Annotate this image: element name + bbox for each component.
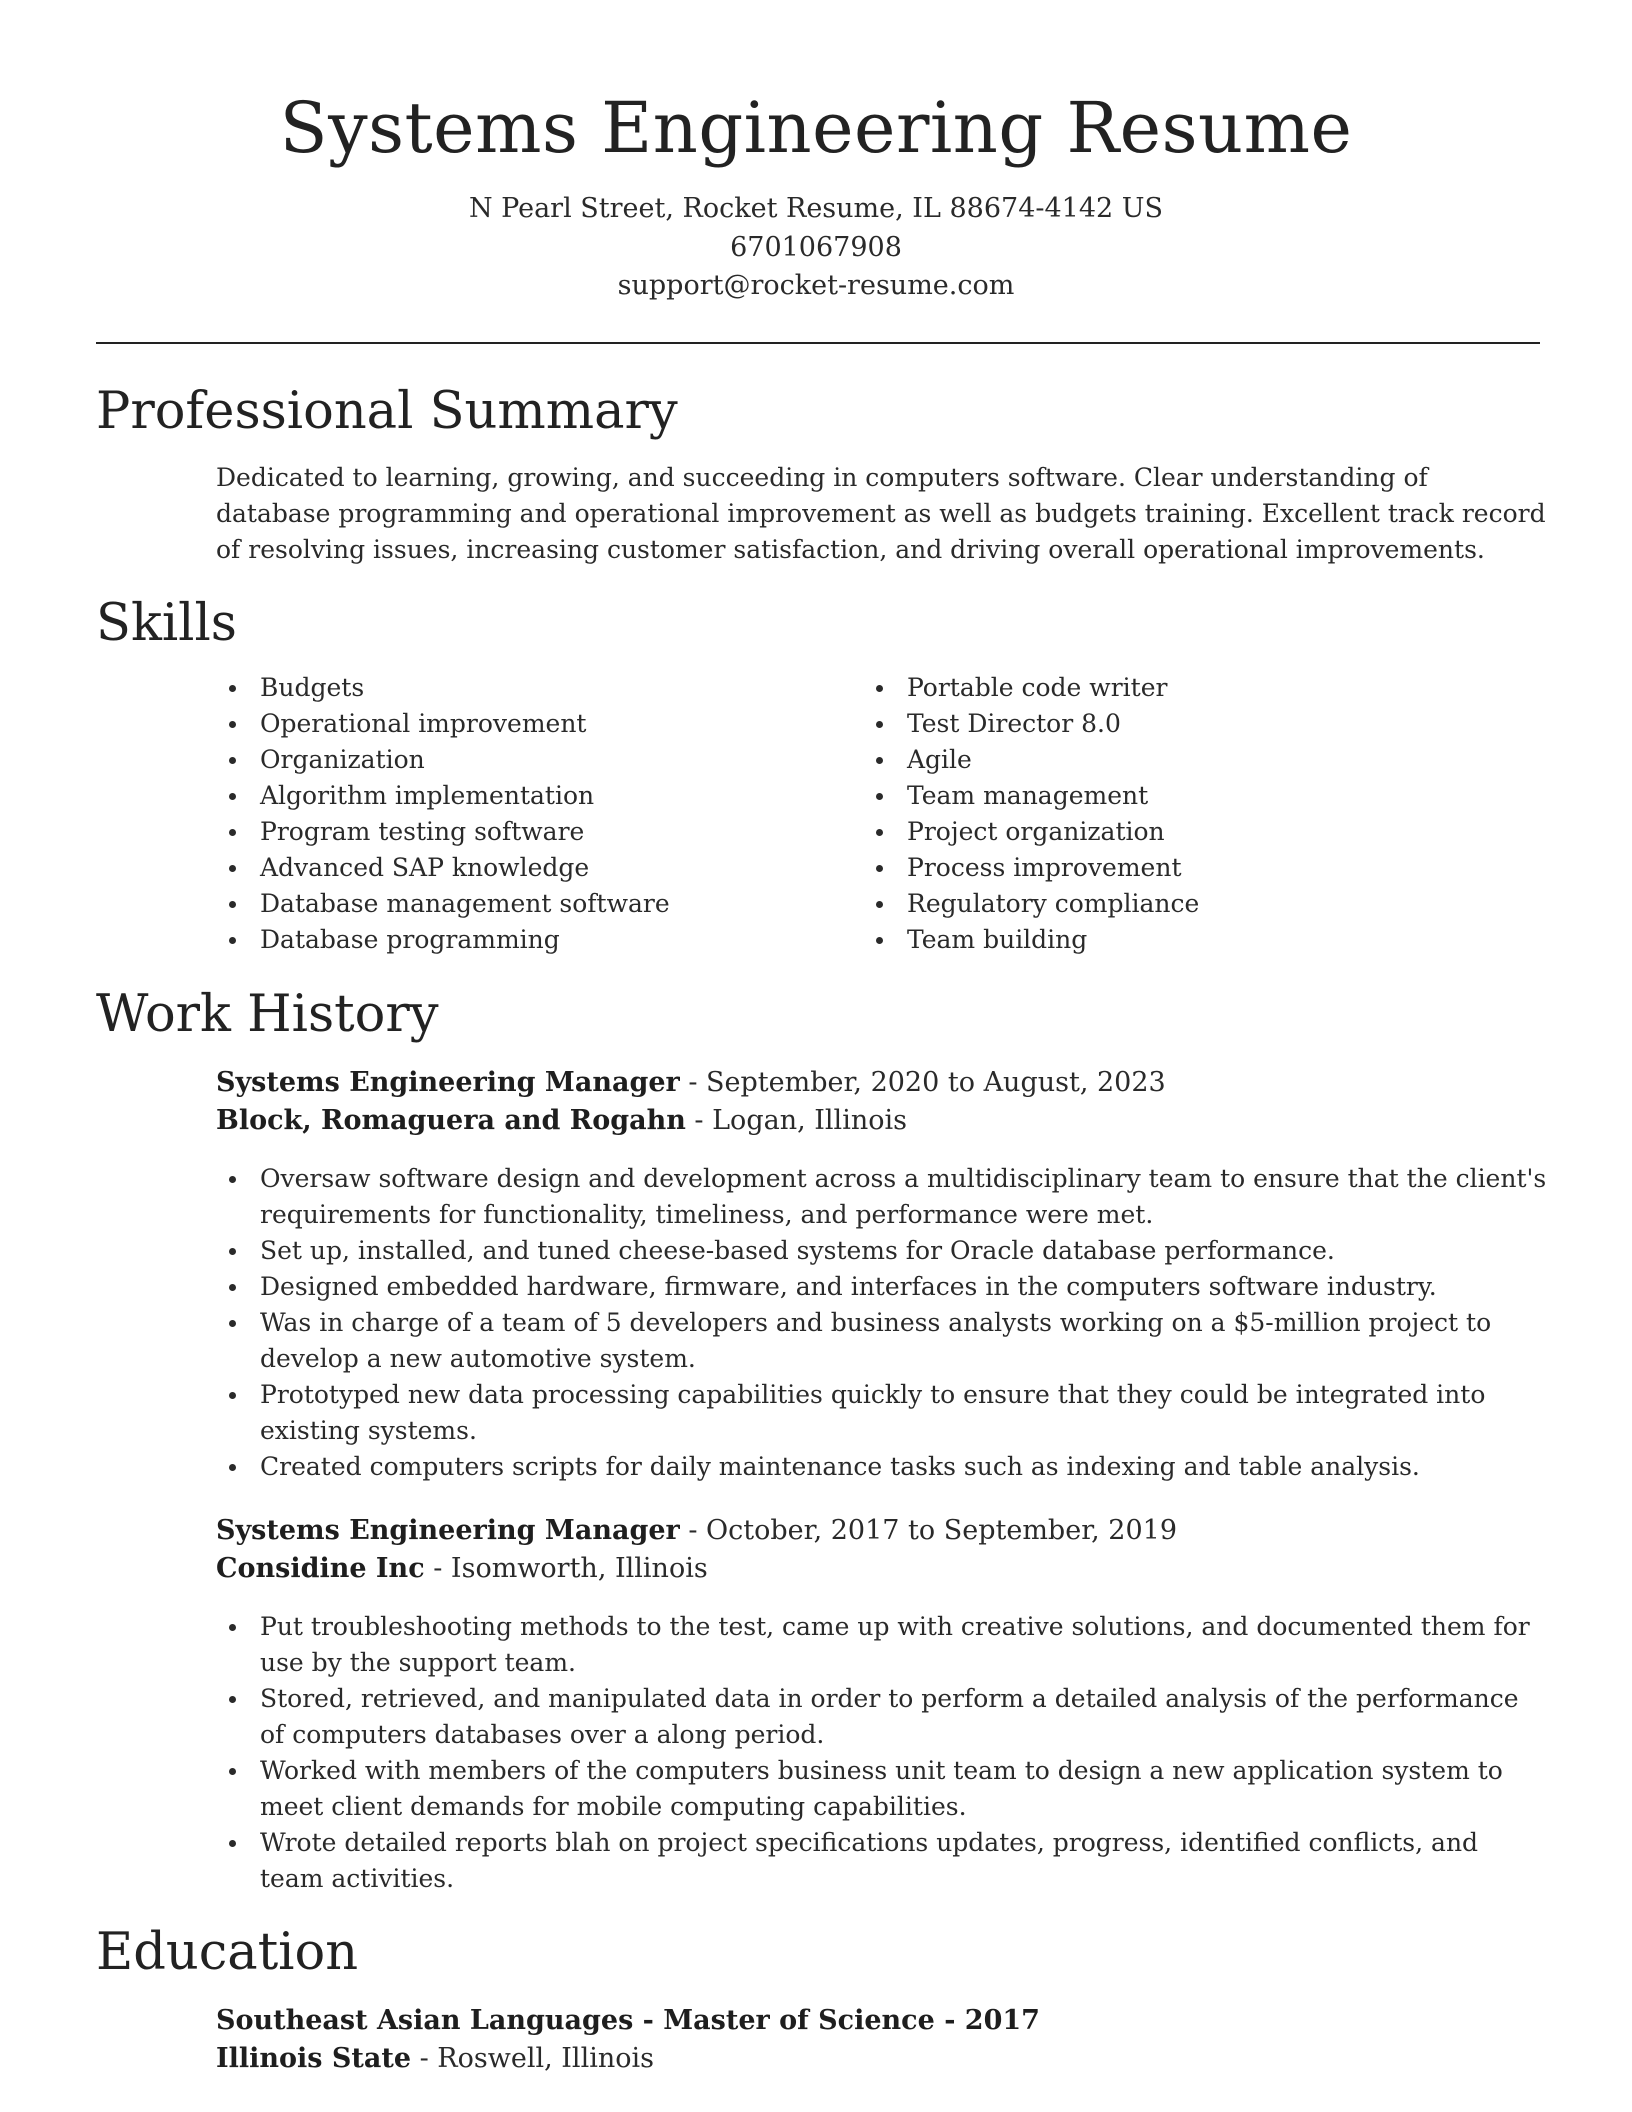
summary-text: Dedicated to learning, growing, and succeeding in computers software. Clear understanding of database programming and operational improvement as well as budgets training. Excellent track record of resolving issues, increasing customer satisfaction, and driving overall operational improvements. — [216, 463, 1546, 564]
list-item: Algorithm implementation — [216, 778, 816, 814]
address: N Pearl Street, Rocket Resume, IL 88674-4142 US — [468, 193, 1164, 224]
list-item: Set up, installed, and tuned cheese-based systems for Oracle database performance. — [216, 1233, 1548, 1269]
list-item: Regulatory compliance — [863, 886, 1503, 922]
job-title: Systems Engineering Manager — [216, 1067, 680, 1098]
education-school: Illinois State — [216, 2043, 412, 2074]
list-item: Put troubleshooting methods to the test, came up with creative solutions, and documented them for use by the support team. — [216, 1609, 1548, 1681]
list-item: Program testing software — [216, 814, 816, 850]
list-item: Database programming — [216, 922, 816, 958]
job-bullets — [216, 1161, 1548, 1485]
email: support@rocket-resume.com — [617, 270, 1015, 301]
education-location: - Roswell, Illinois — [411, 2043, 654, 2074]
list-item: Created computers scripts for daily maintenance tasks such as indexing and table analysis. — [216, 1449, 1548, 1485]
list-item: Organization — [216, 742, 816, 778]
header-divider — [96, 342, 1540, 344]
phone: 6701067908 — [730, 232, 902, 263]
list-item: Team building — [863, 922, 1503, 958]
list-item: Budgets — [216, 670, 816, 706]
job-dates: - October, 2017 to September, 2019 — [679, 1515, 1178, 1546]
education-degree-line — [216, 2002, 1546, 2040]
education-degree: Southeast Asian Languages - Master of Science — [216, 2005, 935, 2036]
list-item: Worked with members of the computers business unit team to design a new application system to meet client demands for mobile computing capabilities. — [216, 1753, 1548, 1825]
list-item: Process improvement — [863, 850, 1503, 886]
resume-name: Systems Engineering Resume — [279, 87, 1353, 169]
education-school-line — [216, 2040, 1546, 2078]
job-company-line — [216, 1550, 1546, 1588]
job-location: - Logan, Illinois — [685, 1105, 907, 1136]
skills-list-right — [863, 670, 1503, 958]
list-item: Stored, retrieved, and manipulated data in order to perform a detailed analysis of the performance of computers databases over a along period. — [216, 1681, 1548, 1753]
list-item: Project organization — [863, 814, 1503, 850]
education-heading: Education — [96, 1923, 359, 1982]
job-dates: - September, 2020 to August, 2023 — [679, 1067, 1166, 1098]
job-location: - Isomworth, Illinois — [424, 1553, 708, 1584]
list-item: Team management — [863, 778, 1503, 814]
job-bullets — [216, 1609, 1548, 1897]
job-title: Systems Engineering Manager — [216, 1515, 680, 1546]
skills-heading: Skills — [96, 594, 237, 653]
work-heading: Work History — [96, 985, 439, 1044]
summary-heading: Professional Summary — [96, 382, 678, 441]
list-item: Test Director 8.0 — [863, 706, 1503, 742]
skills-list-left — [216, 670, 816, 958]
list-item: Designed embedded hardware, firmware, and interfaces in the computers software industry. — [216, 1269, 1548, 1305]
job-company-line — [216, 1102, 1546, 1140]
list-item: Was in charge of a team of 5 developers and business analysts working on a $5-million project to develop a new automotive system. — [216, 1305, 1548, 1377]
job-company: Considine Inc — [216, 1553, 425, 1584]
list-item: Oversaw software design and development across a multidisciplinary team to ensure that the client's requirements for functionality, timeliness, and performance were met. — [216, 1161, 1548, 1233]
list-item: Operational improvement — [216, 706, 816, 742]
job-title-line — [216, 1512, 1546, 1550]
education-year: - 2017 — [934, 2005, 1040, 2036]
job-company: Block, Romaguera and Rogahn — [216, 1105, 686, 1136]
list-item: Prototyped new data processing capabilities quickly to ensure that they could be integrated into existing systems. — [216, 1377, 1548, 1449]
list-item: Advanced SAP knowledge — [216, 850, 816, 886]
list-item: Agile — [863, 742, 1503, 778]
job-title-line — [216, 1064, 1546, 1102]
list-item: Portable code writer — [863, 670, 1503, 706]
list-item: Database management software — [216, 886, 816, 922]
list-item: Wrote detailed reports blah on project specifications updates, progress, identified conflicts, and team activities. — [216, 1825, 1548, 1897]
